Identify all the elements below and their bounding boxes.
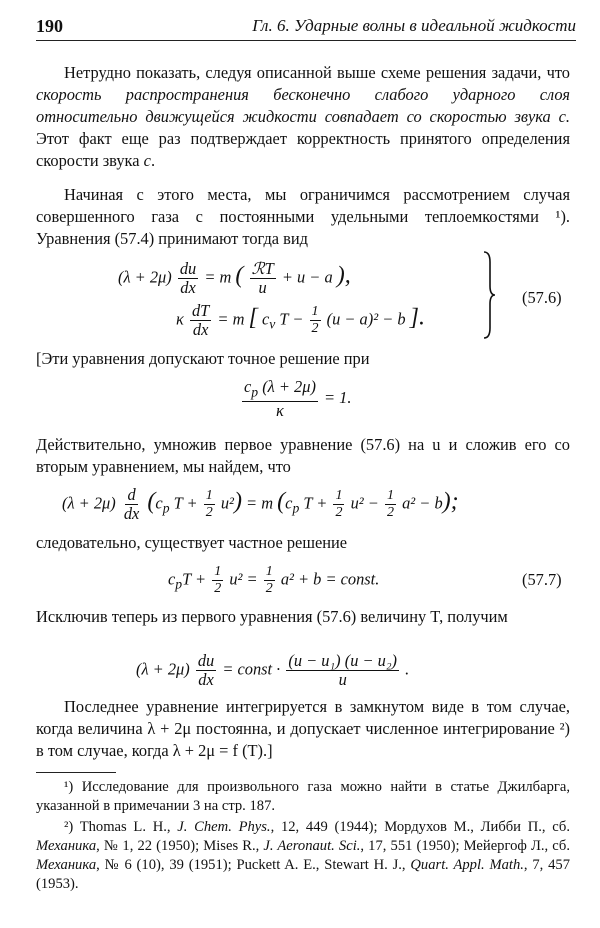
paragraph-1: [36, 62, 570, 172]
paragraph-7: Последнее уравнение интегрируется в замкнутом виде в том случае, когда величина λ + 2μ постоянна, и допускает численное интегрирование ²) в том случае, когда λ + 2μ = f (T).]: [36, 697, 570, 760]
eq2-equals-m: = m: [217, 309, 245, 329]
paragraph-5: следовательно, существует частное решение: [36, 533, 348, 552]
eq2-half: $\frac{1}{2}$: [311, 304, 319, 336]
footnote-rule: [36, 772, 116, 773]
eq2-rest: (u − a)² − b: [326, 309, 406, 329]
p1-italic-statement: скорость распространения бесконечно слабого ударного слоя относительно движущейся жидкости совпадает со скоростью звука c.: [36, 85, 570, 126]
eq1-rest: + u − a: [281, 267, 333, 287]
eq1-paren-close: ),: [336, 262, 351, 289]
eq2-sub-v: v: [269, 316, 276, 332]
eq2-T-minus: T −: [279, 309, 304, 329]
eq1-du-dx: $\frac{du}{dx}$: [179, 259, 197, 297]
footnote-2: ²) Thomas L. H., J. Chem. Phys., 12, 449 (1944); Мордухов М., Либби П., сб. Механика, № 1, 22 (1950); Mises R., J. Aeronaut. Sci., 17, 551 (1950); Мейергоф Л., сб. Механика, № 6 (10), 39 (1951); Puckett A. E., Stewart H. J., Quart. Appl. Math., 7, 457 (1953).: [36, 819, 571, 892]
eq1-coef: (λ + 2μ): [118, 267, 172, 287]
page-number: 190: [36, 16, 63, 36]
equation-number-57-6: (57.6): [522, 288, 562, 307]
p1-text-a: Нетрудно показать, следуя описанной выше схеме решения задачи, что: [64, 63, 570, 82]
running-header: [36, 12, 576, 41]
eq2-bracket-close: ].: [409, 304, 426, 331]
eq2-c: c: [261, 309, 270, 329]
paragraph-4: Действительно, умножив первое уравнение (57.6) на u и сложив его со вторым уравнением, мы найдем, что: [36, 435, 570, 476]
eq2-bracket-open: [: [248, 304, 258, 331]
p1-symbol-c: c: [143, 151, 151, 170]
eq2-dT-dx: $\frac{dT}{dx}$: [191, 301, 210, 339]
equation-number-57-7: (57.7): [522, 570, 562, 589]
exact-fraction: $\frac{c_p (\lambda + 2\mu)}{\kappa}$: [244, 377, 316, 421]
eq1-paren-open: (: [235, 262, 244, 289]
p1-text-c: Этот факт еще раз подтверждает корректность принятого определения скорости звука: [36, 129, 570, 170]
eq1-RT-over-u: $\frac{\text{ℛT}}{u}$: [251, 259, 274, 297]
eq2-kappa: κ: [176, 309, 184, 329]
exact-rhs: = 1.: [324, 387, 352, 407]
eq1-equals-m: = m: [204, 267, 232, 287]
p1-text-e: .: [150, 151, 156, 170]
paragraph-2: Начиная с этого места, мы ограничимся рассмотрением случая совершенного газа с постоянными удельными теплоемкостями ¹). Уравнения (57.4) принимают тогда вид: [36, 185, 570, 248]
right-brace-icon: [482, 250, 496, 340]
book-page: 190 Гл. 6. Ударные волны в идеальной жидкости Нетрудно показать, следуя описанной выше схеме решения задачи, что скорость распространения бесконечно слабого ударного слоя относительно движущейся жидкости совпадает со скоростью звука c. Этот факт еще раз подтверждает корректность принятого определения скорости звука c. Начиная с этого места, мы ограничимся рассмотрением случая совершенного газа с постоянными удельными теплоемкостями ¹). Уравнения (57.4) принимают тогда вид (λ + 2μ) $\frac{du}{dx}$ = m ( $\frac{\text{ℛT}}{u}$ + u − a ), κ $\frac{dT}{dx}$ = m [ $c_v$ T − $\frac{1}{2}$ (u − a)² − b ]. (57.6) [Эти уравнения допускают точное решение при $\frac{c_p (\lambda + 2\mu)}{\kappa}$ = 1. Действительно, умножив первое уравнение (57.6) на u и сложив его со вторым уравнением, мы найдем, что (λ + 2μ) $\frac{d}{dx}$ ($c_p$ T + $\frac{1}{2}$ u²) = m ($c_p$ T + $\frac{1}{2}$ u² − $\frac{1}{2}$ a² − b); следовательно, существует частное решение $c_pT$ + $\frac{1}{2}$ u² = $\frac{1}{2}$ a² + b = const. (57.7) Исключив теперь из первого уравнения (57.6) величину T, получим (λ + 2μ) $\frac{du}{dx}$ = const · $\frac{\text{(u − u₁) (u − u₂)}}{u}$ . Последнее уравнение интегрируется в замкнутом виде в том случае, когда величина λ + 2μ постоянна, и допускает численное интегрирование ²) в том случае, когда λ + 2μ = f (T).] ¹) Исследование для произвольного газа можно найти в статье Джилбарга, указанной в примечании 3 на стр. 187. ²) Thomas L. H., J. Chem. Phys., 12, 449 (1944); Мордухов М., Либби П., сб. Механика, № 1, 22 (1950); Mises R., J. Aeronaut. Sci., 17, 551 (1950); Мейергоф Л., сб. Механика, № 6 (10), 39 (1951); Puckett A. E., Stewart H. J., Quart. Appl. Math., 7, 457 (1953).: [0, 0, 600, 928]
running-title: Гл. 6. Ударные волны в идеальной жидкости: [252, 16, 576, 35]
paragraph-6: Исключив теперь из первого уравнения (57.6) величину T, получим: [36, 607, 508, 626]
paragraph-3: [Эти уравнения допускают точное решение при: [36, 349, 370, 368]
footnote-1: ¹) Исследование для произвольного газа можно найти в статье Джилбарга, указанной в примечании 3 на стр. 187.: [36, 779, 570, 814]
